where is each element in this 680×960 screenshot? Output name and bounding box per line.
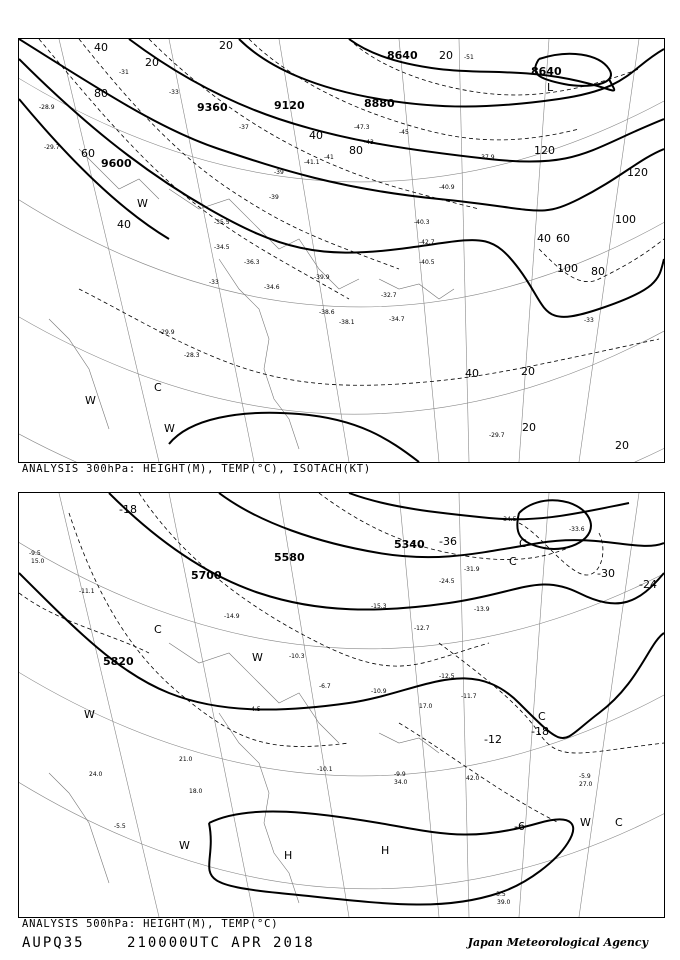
height-label: 8640: [387, 49, 418, 62]
station-value: -15.3: [371, 603, 387, 610]
isotach-label: 40: [537, 232, 551, 245]
temperature-label: -6: [514, 820, 525, 833]
station-value: -34.5: [214, 244, 230, 251]
station-value: -40.5: [419, 259, 435, 266]
station-value: -36.3: [244, 259, 260, 266]
temperature-labels-500: [119, 503, 657, 833]
height-contours-300: [19, 39, 664, 462]
isotach-label: 80: [591, 265, 605, 278]
cold-symbol: C: [615, 816, 623, 829]
warm-symbol: W: [252, 651, 263, 664]
cold-symbol: C: [519, 537, 527, 550]
station-value: -29.9: [159, 329, 175, 336]
temperature-label: -12: [484, 733, 502, 746]
station-value: -32.7: [381, 292, 397, 299]
height-label: 9360: [197, 101, 228, 114]
chart-500hpa: [18, 492, 665, 918]
station-value: 15.0: [31, 558, 45, 565]
isotach-label: 60: [81, 147, 95, 160]
station-value: -33: [209, 279, 219, 286]
station-value: -39: [274, 169, 284, 176]
station-value: -10.1: [317, 766, 333, 773]
isotach-label: 20: [145, 56, 159, 69]
station-value: -33: [584, 317, 594, 324]
cold-symbol: C: [154, 381, 162, 394]
caption-300hpa: ANALYSIS 300hPa: HEIGHT(M), TEMP(°C), ISOTACH(KT): [22, 463, 371, 475]
caption-500hpa: ANALYSIS 500hPa: HEIGHT(M), TEMP(°C): [22, 918, 279, 930]
station-value: -37: [239, 124, 249, 131]
station-value: 27.0: [579, 781, 593, 788]
warm-symbol: W: [580, 816, 591, 829]
cold-symbol: C: [509, 555, 517, 568]
height-label: 8640: [531, 65, 562, 78]
isotach-label: 80: [94, 87, 108, 100]
station-value: 24.0: [89, 771, 103, 778]
isotach-label: 40: [465, 367, 479, 380]
warm-symbol: W: [85, 394, 96, 407]
station-value: -14.9: [224, 613, 240, 620]
station-value: -38.1: [339, 319, 355, 326]
high-symbol: H: [381, 844, 390, 857]
isotach-label: 100: [615, 213, 636, 226]
station-value: -45: [399, 129, 409, 136]
station-value: -4.5: [249, 706, 261, 713]
cold-symbol: C: [538, 710, 546, 723]
cold-symbol: C: [154, 623, 162, 636]
isotach-label: 20: [521, 365, 535, 378]
station-value: -34.6: [264, 284, 280, 291]
station-value: -29.7: [489, 432, 505, 439]
temperature-label: -30: [597, 567, 615, 580]
height-contours-500: [19, 493, 664, 905]
warm-symbol: W: [84, 708, 95, 721]
isotach-label: 20: [615, 439, 629, 452]
station-value: -12.7: [414, 625, 430, 632]
station-value: -33.6: [569, 526, 585, 533]
station-value: -40.9: [439, 184, 455, 191]
station-value: -28.9: [39, 104, 55, 111]
isotach-label: 20: [219, 39, 233, 52]
height-label: 9120: [274, 99, 305, 112]
station-value: -33: [169, 89, 179, 96]
height-label: 5580: [274, 551, 305, 564]
station-value: -10.9: [371, 688, 387, 695]
isotach-label: 20: [522, 421, 536, 434]
station-value: -13.9: [474, 606, 490, 613]
warm-symbol: W: [137, 197, 148, 210]
station-value: -42.7: [419, 239, 435, 246]
isotach-label: 120: [627, 166, 648, 179]
agency-name: Japan Meteorological Agency: [467, 936, 648, 949]
station-value: -6.7: [319, 683, 331, 690]
station-value: -37.9: [479, 154, 495, 161]
isotach-label: 120: [534, 144, 555, 157]
station-value: -38.6: [319, 309, 335, 316]
temperature-label: -18: [531, 725, 549, 738]
isotach-label: 40: [117, 218, 131, 231]
high-symbol: H: [284, 849, 293, 862]
station-value: -9.9: [394, 771, 406, 778]
station-value: -9.5: [29, 550, 41, 557]
chart-identifier: [22, 935, 347, 951]
temperature-label: -18: [119, 503, 137, 516]
chart-code: AUPQ35: [22, 935, 85, 951]
station-value: -11.7: [461, 693, 477, 700]
station-value: -34.7: [389, 316, 405, 323]
temperature-label: -36: [439, 535, 457, 548]
height-label: 5820: [103, 655, 134, 668]
station-value: 34.0: [394, 779, 408, 786]
map-300hpa: [19, 39, 664, 462]
station-value: -5.9: [579, 773, 591, 780]
isotach-label: 20: [439, 49, 453, 62]
station-value: -12.5: [439, 673, 455, 680]
isotachs-300: [39, 39, 664, 385]
station-value: -40.3: [414, 219, 430, 226]
isotach-label: 80: [349, 144, 363, 157]
warm-symbol: W: [179, 839, 190, 852]
station-obs-300: [39, 54, 594, 439]
station-value: -43: [364, 139, 374, 146]
height-label: 5700: [191, 569, 222, 582]
station-value: 42.0: [466, 775, 480, 782]
station-value: -24.5: [439, 578, 455, 585]
warm-symbol: W: [164, 422, 175, 435]
height-label: 8880: [364, 97, 395, 110]
station-value: -31.9: [464, 566, 480, 573]
station-value: -10.3: [289, 653, 305, 660]
station-value: 39.0: [497, 899, 511, 906]
graticule-300: [19, 39, 664, 462]
station-value: -11.1: [79, 588, 95, 595]
low-symbol: L: [547, 81, 554, 94]
map-500hpa: [19, 493, 664, 917]
station-value: -3.5: [494, 891, 506, 898]
isotach-label: 60: [556, 232, 570, 245]
station-value: -28.3: [184, 352, 200, 359]
station-value: 18.0: [189, 788, 203, 795]
station-value: -51: [464, 54, 474, 61]
coastlines-500: [49, 643, 439, 903]
isotach-label: 100: [557, 262, 578, 275]
station-value: 21.0: [179, 756, 193, 763]
station-value: -34.5: [501, 516, 517, 523]
station-value: -5.5: [114, 823, 126, 830]
station-value: -31: [119, 69, 129, 76]
chart-300hpa: [18, 38, 665, 463]
station-value: -39.9: [314, 274, 330, 281]
isotach-label: 40: [309, 129, 323, 142]
station-value: -47.3: [354, 124, 370, 131]
station-value: -39: [269, 194, 279, 201]
temperature-label: -24: [639, 578, 657, 591]
isotach-label: 40: [94, 41, 108, 54]
height-label: 5340: [394, 538, 425, 551]
station-value: -35.5: [214, 219, 230, 226]
height-label: 9600: [101, 157, 132, 170]
station-value: -41: [324, 154, 334, 161]
chart-datetime: 210000UTC APR 2018: [127, 935, 315, 951]
station-value: 17.0: [419, 703, 433, 710]
station-value: -29.7: [44, 144, 60, 151]
station-value: -41.1: [304, 159, 320, 166]
